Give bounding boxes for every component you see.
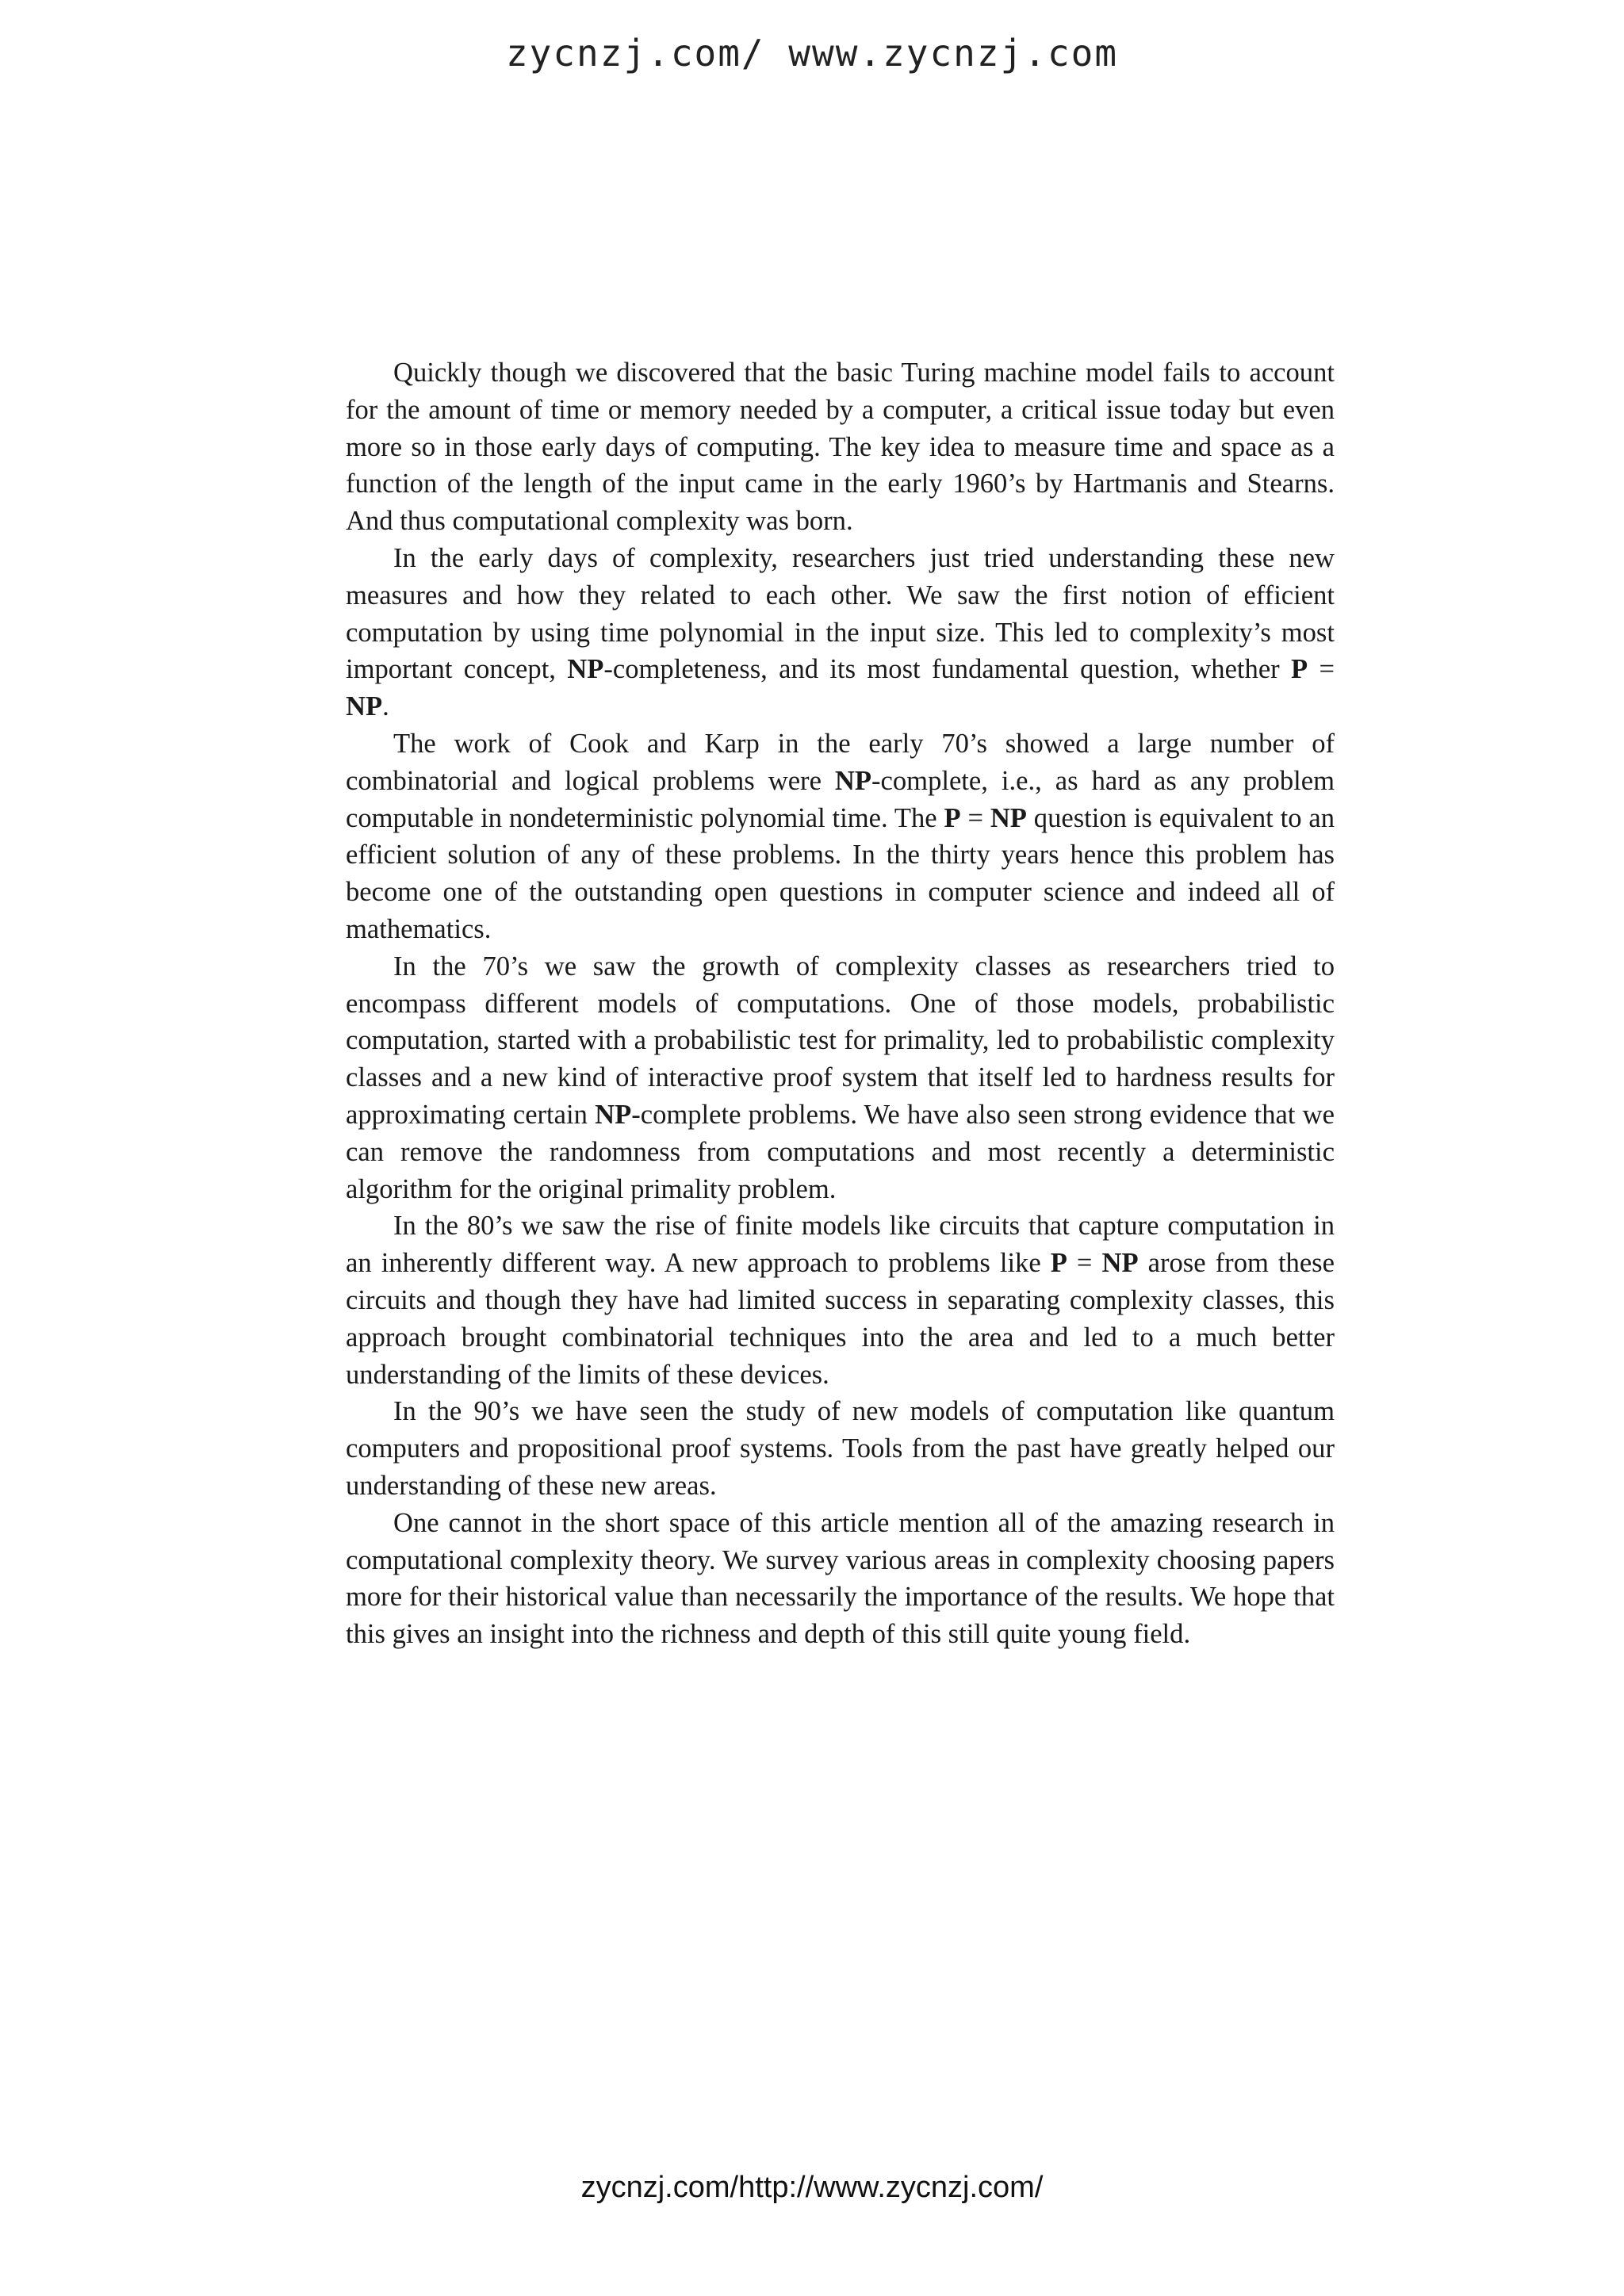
p-term: P xyxy=(1291,654,1308,685)
p-term: P xyxy=(944,802,961,833)
np-term: NP xyxy=(834,765,872,796)
footer-watermark: zycnzj.com/http://www.zycnzj.com/ xyxy=(580,2171,1044,2204)
paragraph-intro: Quickly though we discovered that the basic Turing machine model fails to account for the amount of time or memory needed by a computer, a critical issue today but even more so in those early days of computing. The key idea to measure time and space as a function of the length of the input came in the early 1960’s by Hartmanis and Stearns. And thus computational complexity was born. xyxy=(346,358,1335,537)
paragraph-conclusion: One cannot in the short space of this article mention all of the amazing research in computational complexity theory. We survey various areas in complexity choosing papers more for their historical value than necessarily the importance of the results. We hope that this gives an insight into the richness and depth of this still quite young field. xyxy=(346,1507,1335,1650)
np-term: NP xyxy=(567,654,604,685)
paragraph-90s: In the 90’s we have seen the study of new models of computation like quantum computers and propositional proof systems. Tools from the past have greatly helped our understanding of these new areas. xyxy=(346,1396,1335,1501)
np-term: NP xyxy=(1101,1248,1139,1279)
paragraph-80s: In the 80’s we saw the rise of finite models like circuits that capture computation in an inherently different way. A new approach to problems like P = NP arose from these circuits and though they have had limited success in separating complexity classes, this approach brought combinatorial techniques into the area and led to a much better understanding of the limits of these devices. xyxy=(346,1211,1335,1390)
np-term: NP xyxy=(595,1099,632,1130)
article-body xyxy=(346,354,1335,1653)
paragraph-early-days: In the early days of complexity, researchers just tried understanding these new measures and how they related to each other. We saw the first notion of efficient computation by using time polynomial in the input size. This led to complexity’s most important concept, NP-completeness, and its most fundamental question, whether P = NP. xyxy=(346,542,1335,722)
np-term: NP xyxy=(346,691,383,722)
paragraph-cook-karp: The work of Cook and Karp in the early 70’s showed a large number of combinatorial and logical problems were NP-complete, i.e., as hard as any problem computable in nondeterministic polynomial time. The P = NP question is equivalent to an efficient solution of any of these problems. In the thirty years hence this problem has become one of the outstanding open questions in computer science and indeed all of mathematics. xyxy=(346,728,1335,944)
paragraph-70s: In the 70’s we saw the growth of complexity classes as researchers tried to encompass different models of computations. One of those models, probabilistic computation, started with a probabilistic test for primality, led to probabilistic complexity classes and a new kind of interactive proof system that itself led to hardness results for approximating certain NP-complete problems. We have also seen strong evidence that we can remove the randomness from computations and most recently a deterministic algorithm for the original primality problem. xyxy=(346,951,1335,1204)
header-watermark: zycnzj.com/ www.zycnzj.com xyxy=(505,32,1119,75)
p-term: P xyxy=(1050,1248,1067,1279)
np-term: NP xyxy=(990,802,1027,833)
